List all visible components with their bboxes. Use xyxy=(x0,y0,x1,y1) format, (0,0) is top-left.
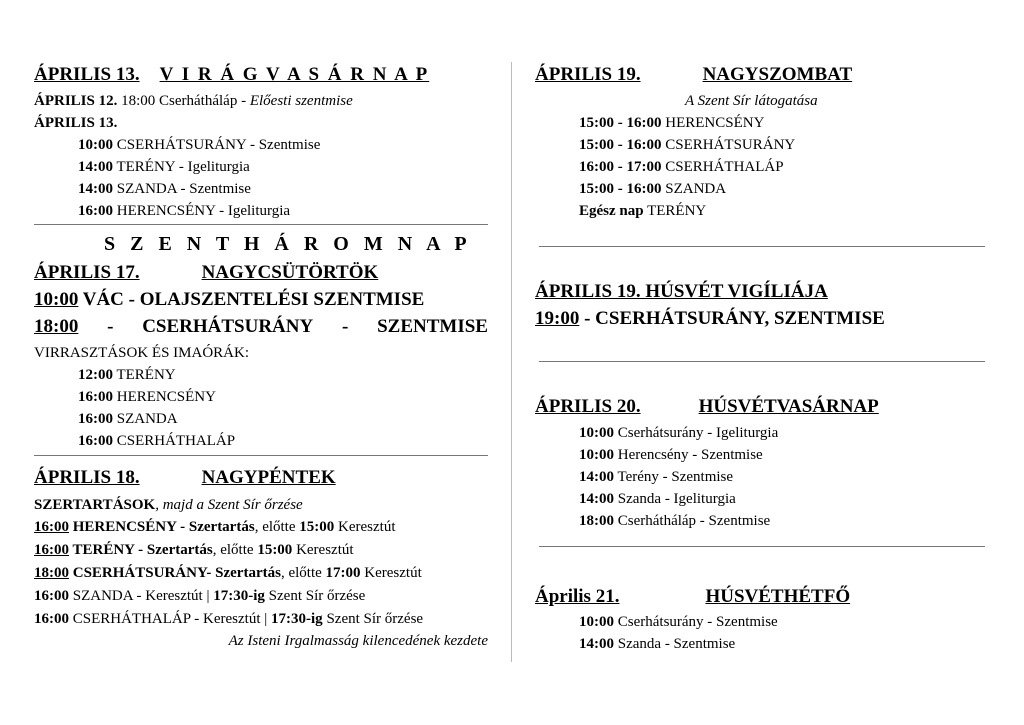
section-divider xyxy=(539,361,985,362)
eve-note: Előesti szentmise xyxy=(249,93,353,109)
holy-triduum-banner: S Z E N T H Á R O M N A P xyxy=(104,233,472,255)
schedule-item: 14:00 Szanda - Igeliturgia xyxy=(579,491,736,507)
schedule-item: 16:00 CSERHÁTHALÁP xyxy=(78,433,236,449)
palm-sunday-heading xyxy=(34,64,429,86)
chrism-mass-line: 10:00 VÁC - OLAJSZENTELÉSI SZENTMISE xyxy=(34,289,425,310)
schedule-item: 10:00 Cserhátsurány - Szentmise xyxy=(579,614,778,630)
schedule-item: 10:00 Cserhátsurány - Igeliturgia xyxy=(579,425,779,441)
good-friday-heading xyxy=(34,467,336,489)
easter-vigil-line: 19:00 - CSERHÁTSURÁNY, SZENTMISE xyxy=(535,308,885,329)
schedule-item: 14:00 Szanda - Szentmise xyxy=(579,636,736,652)
tomb-visit-subtitle: A Szent Sír látogatása xyxy=(685,93,818,109)
section-title: NAGYSZOMBAT xyxy=(702,64,853,85)
section-date: Április 21. xyxy=(535,586,620,607)
section-title: NAGYPÉNTEK xyxy=(201,467,336,488)
easter-vigil-heading: ÁPRILIS 19. HÚSVÉT VIGÍLIÁJA xyxy=(535,281,828,302)
schedule-item: 10:00 CSERHÁTSURÁNY - Szentmise xyxy=(78,137,321,153)
column-divider xyxy=(511,62,512,662)
schedule-item: 14:00 TERÉNY - Igeliturgia xyxy=(78,159,250,175)
section-date: ÁPRILIS 13. xyxy=(34,64,140,85)
novena-note: Az Isteni Irgalmasság kilencedének kezdete xyxy=(228,633,488,649)
service-row: 16:00 TERÉNY - Szertartás, előtte 15:00 Keresztút xyxy=(34,542,354,558)
schedule-item: 12:00 TERÉNY xyxy=(78,367,176,383)
schedule-item: Egész nap TERÉNY xyxy=(579,203,707,219)
section-title: NAGYCSÜTÖRTÖK xyxy=(201,262,379,283)
service-row: 16:00 HERENCSÉNY - Szertartás, előtte 15:00 Keresztút xyxy=(34,519,396,535)
services-subtitle: SZERTARTÁSOK, majd a Szent Sír őrzése xyxy=(34,497,303,513)
eve-date: ÁPRILIS 12. xyxy=(34,93,118,109)
section-divider xyxy=(539,246,985,247)
service-row: 18:00 CSERHÁTSURÁNY- Szertartás, előtte 17:00 Keresztút xyxy=(34,565,422,581)
section-date: ÁPRILIS 17. xyxy=(34,262,140,283)
section-date: ÁPRILIS 19. xyxy=(535,64,641,85)
section-divider xyxy=(539,546,985,547)
service-row: 16:00 SZANDA - Keresztút | 17:30-ig Szent Sír őrzése xyxy=(34,588,366,604)
vigil-title: VIRRASZTÁSOK ÉS IMAÓRÁK: xyxy=(34,345,250,361)
easter-sunday-heading xyxy=(535,396,879,418)
easter-monday-heading xyxy=(535,586,850,608)
holy-thursday-heading xyxy=(34,262,378,284)
schedule-item: 15:00 - 16:00 CSERHÁTSURÁNY xyxy=(579,137,796,153)
eve-mass-line xyxy=(34,90,353,112)
service-row: 16:00 CSERHÁTHALÁP - Keresztút | 17:30-ig Szent Sír őrzése xyxy=(34,611,424,627)
schedule-item: 14:00 Terény - Szentmise xyxy=(579,469,734,485)
schedule-item: 16:00 HERENCSÉNY xyxy=(78,389,216,405)
section-title: V I R Á G V A S Á R N A P xyxy=(159,64,430,85)
section-divider xyxy=(34,224,488,225)
palm-sunday-day: ÁPRILIS 13. xyxy=(34,115,118,131)
schedule-item: 16:00 SZANDA xyxy=(78,411,178,427)
section-title: HÚSVÉTVASÁRNAP xyxy=(698,396,879,417)
schedule-item: 15:00 - 16:00 HERENCSÉNY xyxy=(579,115,765,131)
section-date: ÁPRILIS 20. xyxy=(535,396,641,417)
section-divider xyxy=(34,455,488,456)
schedule-item: 16:00 HERENCSÉNY - Igeliturgia xyxy=(78,203,291,219)
schedule-item: 10:00 Herencsény - Szentmise xyxy=(579,447,763,463)
holy-saturday-heading xyxy=(535,64,852,86)
eve-time: 18:00 Cserhátháláp - xyxy=(121,93,247,109)
schedule-item: 16:00 - 17:00 CSERHÁTHALÁP xyxy=(579,159,784,175)
evening-mass-line: 18:00 - CSERHÁTSURÁNY - SZENTMISE xyxy=(34,316,488,337)
schedule-item: 18:00 Cserhátháláp - Szentmise xyxy=(579,513,771,529)
section-title: HÚSVÉTHÉTFŐ xyxy=(705,586,851,607)
schedule-item: 14:00 SZANDA - Szentmise xyxy=(78,181,251,197)
schedule-item: 15:00 - 16:00 SZANDA xyxy=(579,181,727,197)
section-date: ÁPRILIS 18. xyxy=(34,467,140,488)
